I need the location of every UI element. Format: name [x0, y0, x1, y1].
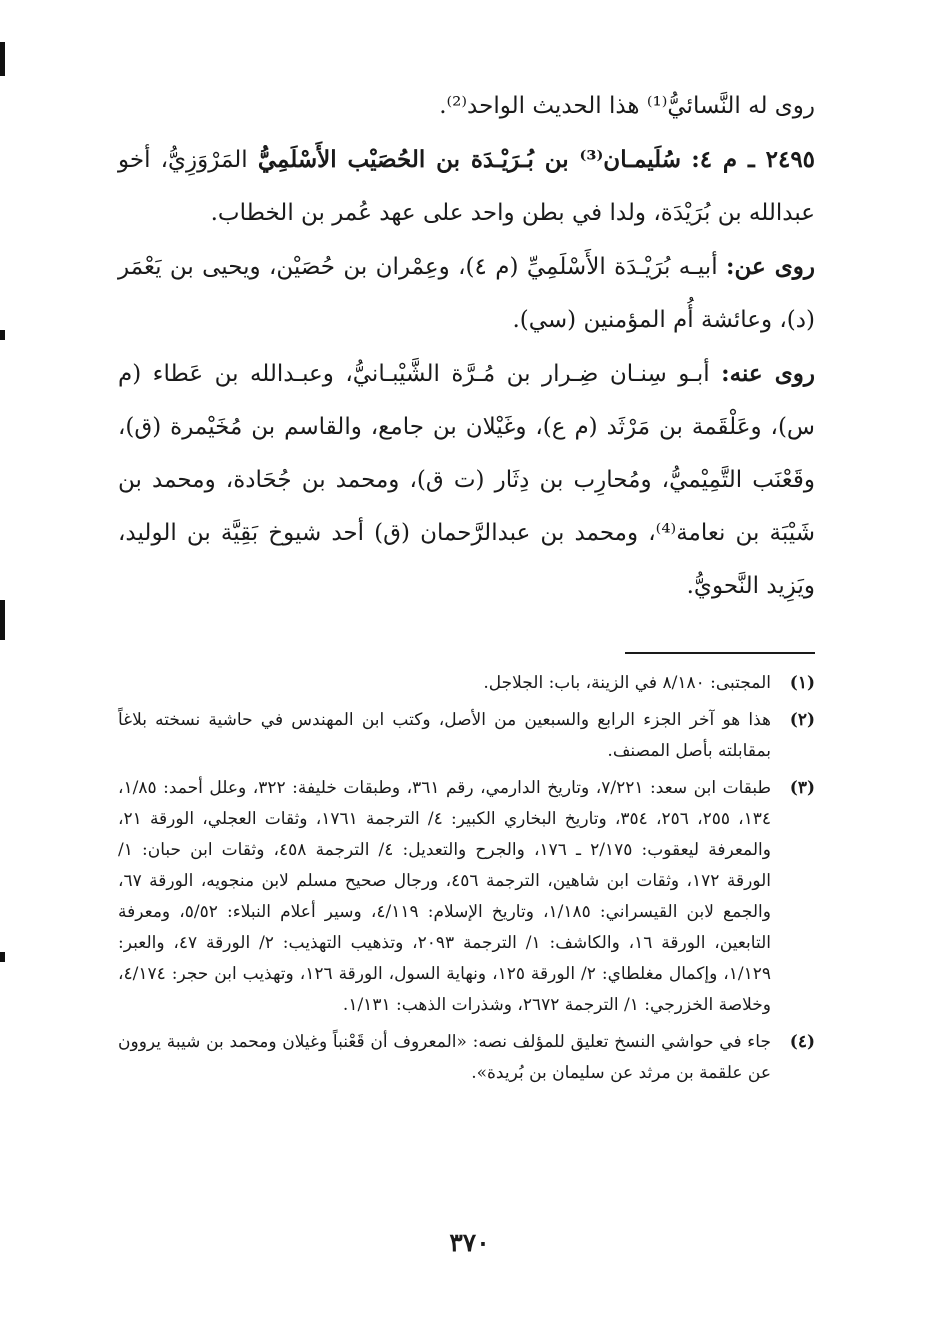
narrated-by-text: أبـو سِنـان ضِـرار بن مُـرَّة الشَّيْبـانيُّ، وعبـدالله بن عَطاء (م س)، وعَلْقَمة بن مَرْثَد (م ع)، وغَيْلان بن جامع، والقاسم بن مُخَيْمرة (ق)، وقَعْنَب التَّمِيْميُّ، ومُحارِب بن دِثَار (ت ق)، ومحمد بن جُحَادة، ومحمد بن شَيْبَة بن نعامة⁽⁴⁾، ومحمد بن عبدالرَّحمان (ق) أحد شيوخ بَقِيَّة بن الوليد، ويَزِيد النَّحويُّ. [118, 361, 815, 599]
entry-number: ٢٤٩٥ ـ م ٤: [691, 146, 816, 173]
footnote [118, 668, 815, 699]
narrated-from-paragraph [118, 240, 815, 347]
entry-description: المَرْوَزِيُّ، أخو عبدالله بن بُرَيْدَة، ولدا في بطن واحد على عهد عُمر بن الخطاب. [118, 147, 815, 226]
footnote-text: المجتبى: ٨/١٨٠ في الزينة، باب: الجلاجل. [483, 673, 771, 693]
narrated-by-label: روى عنه: [721, 360, 815, 387]
main-text [118, 80, 815, 613]
footnote-text: هذا هو آخر الجزء الرابع والسبعين من الأصل، وكتب ابن المهندس في حاشية نسخته بلاغاً بمقابلته بأصل المصنف. [118, 710, 771, 761]
narrated-by-paragraph [118, 347, 815, 613]
footnote-text: طبقات ابن سعد: ٧/٢٢١، وتاريخ الدارمي، رقم ٣٦١، وطبقات خليفة: ٣٢٢، وعلل أحمد: ١/٨٥، ١٣٤، ٢٥٥، ٢٥٦، ٣٥٤، وتاريخ البخاري الكبير: ٤/ الترجمة ١٧٦١، وثقات العجلي، الورقة ٢١، والمعرفة ليعقوب: ٢/١٧٥ ـ ١٧٦، والجرح والتعديل: ٤/ الترجمة ٤٥٨، وثقات ابن حبان: ١/ الورقة ١٧٢، وثقات ابن شاهين، الترجمة ٤٥٦، ورجال صحيح مسلم لابن منجويه، الورقة ٦٧، والجمع لابن القيسراني: ١/١٨٥، وتاريخ الإسلام: ٤/١١٩، وسير أعلام النبلاء: ٥/٥٢، ومعرفة التابعين، الورقة ١٦، والكاشف: ١/ الترجمة ٢٠٩٣، وتذهيب التهذيب: ٢/ الورقة ٤٧، والعبر: ١/١٢٩، وإكمال مغلطاي: ٢/ الورقة ١٢٥، ونهاية السول، الورقة ١٢٦، وتهذيب ابن حجر: ٤/١٧٤، وخلاصة الخزرجي: ١/ الترجمة ٢٦٧٢، وشذرات الذهب: ١/١٣١. [118, 778, 772, 1015]
footnote-separator [625, 652, 815, 654]
footnote [118, 705, 815, 767]
intro-line: روى له النَّسائيُّ⁽¹⁾ هذا الحديث الواحد⁽²⁾. [439, 93, 815, 119]
margin-mark [0, 42, 5, 76]
footnote-number: (١) [789, 673, 815, 693]
footnote-number: (٢) [789, 710, 815, 730]
narrated-from-text: أبيـه بُرَيْـدَة الأَسْلَمِيِّ (م ٤)، وعِمْران بن حُصَيْن، ويحيى بن يَعْمَر (د)، وعائشة أُم المؤمنين (سي). [118, 254, 815, 333]
footnotes [118, 668, 815, 1095]
footnote-number: (٣) [789, 778, 815, 798]
footnote [118, 1027, 815, 1089]
footnote-text: جاء في حواشي النسخ تعليق للمؤلف نصه: «المعروف أن قَعْنباً وغيلان ومحمد بن شيبة يروون عن علقمة بن مرثد عن سليمان بن بُريدة». [118, 1032, 771, 1083]
entry-name: سُلَيمـان⁽³⁾ بن بُـرَيْـدَة بن الحُصَيْب الأَسْلَمِيُّ [257, 146, 682, 173]
page-number: ٣٧٠ [449, 1228, 490, 1257]
footnote-number: (٤) [789, 1032, 815, 1052]
footnote [118, 773, 815, 1021]
margin-mark [0, 600, 5, 640]
margin-mark [0, 330, 5, 340]
margin-mark [0, 952, 5, 962]
narrated-from-label: روى عن: [725, 253, 815, 280]
entry-paragraph [118, 133, 815, 240]
